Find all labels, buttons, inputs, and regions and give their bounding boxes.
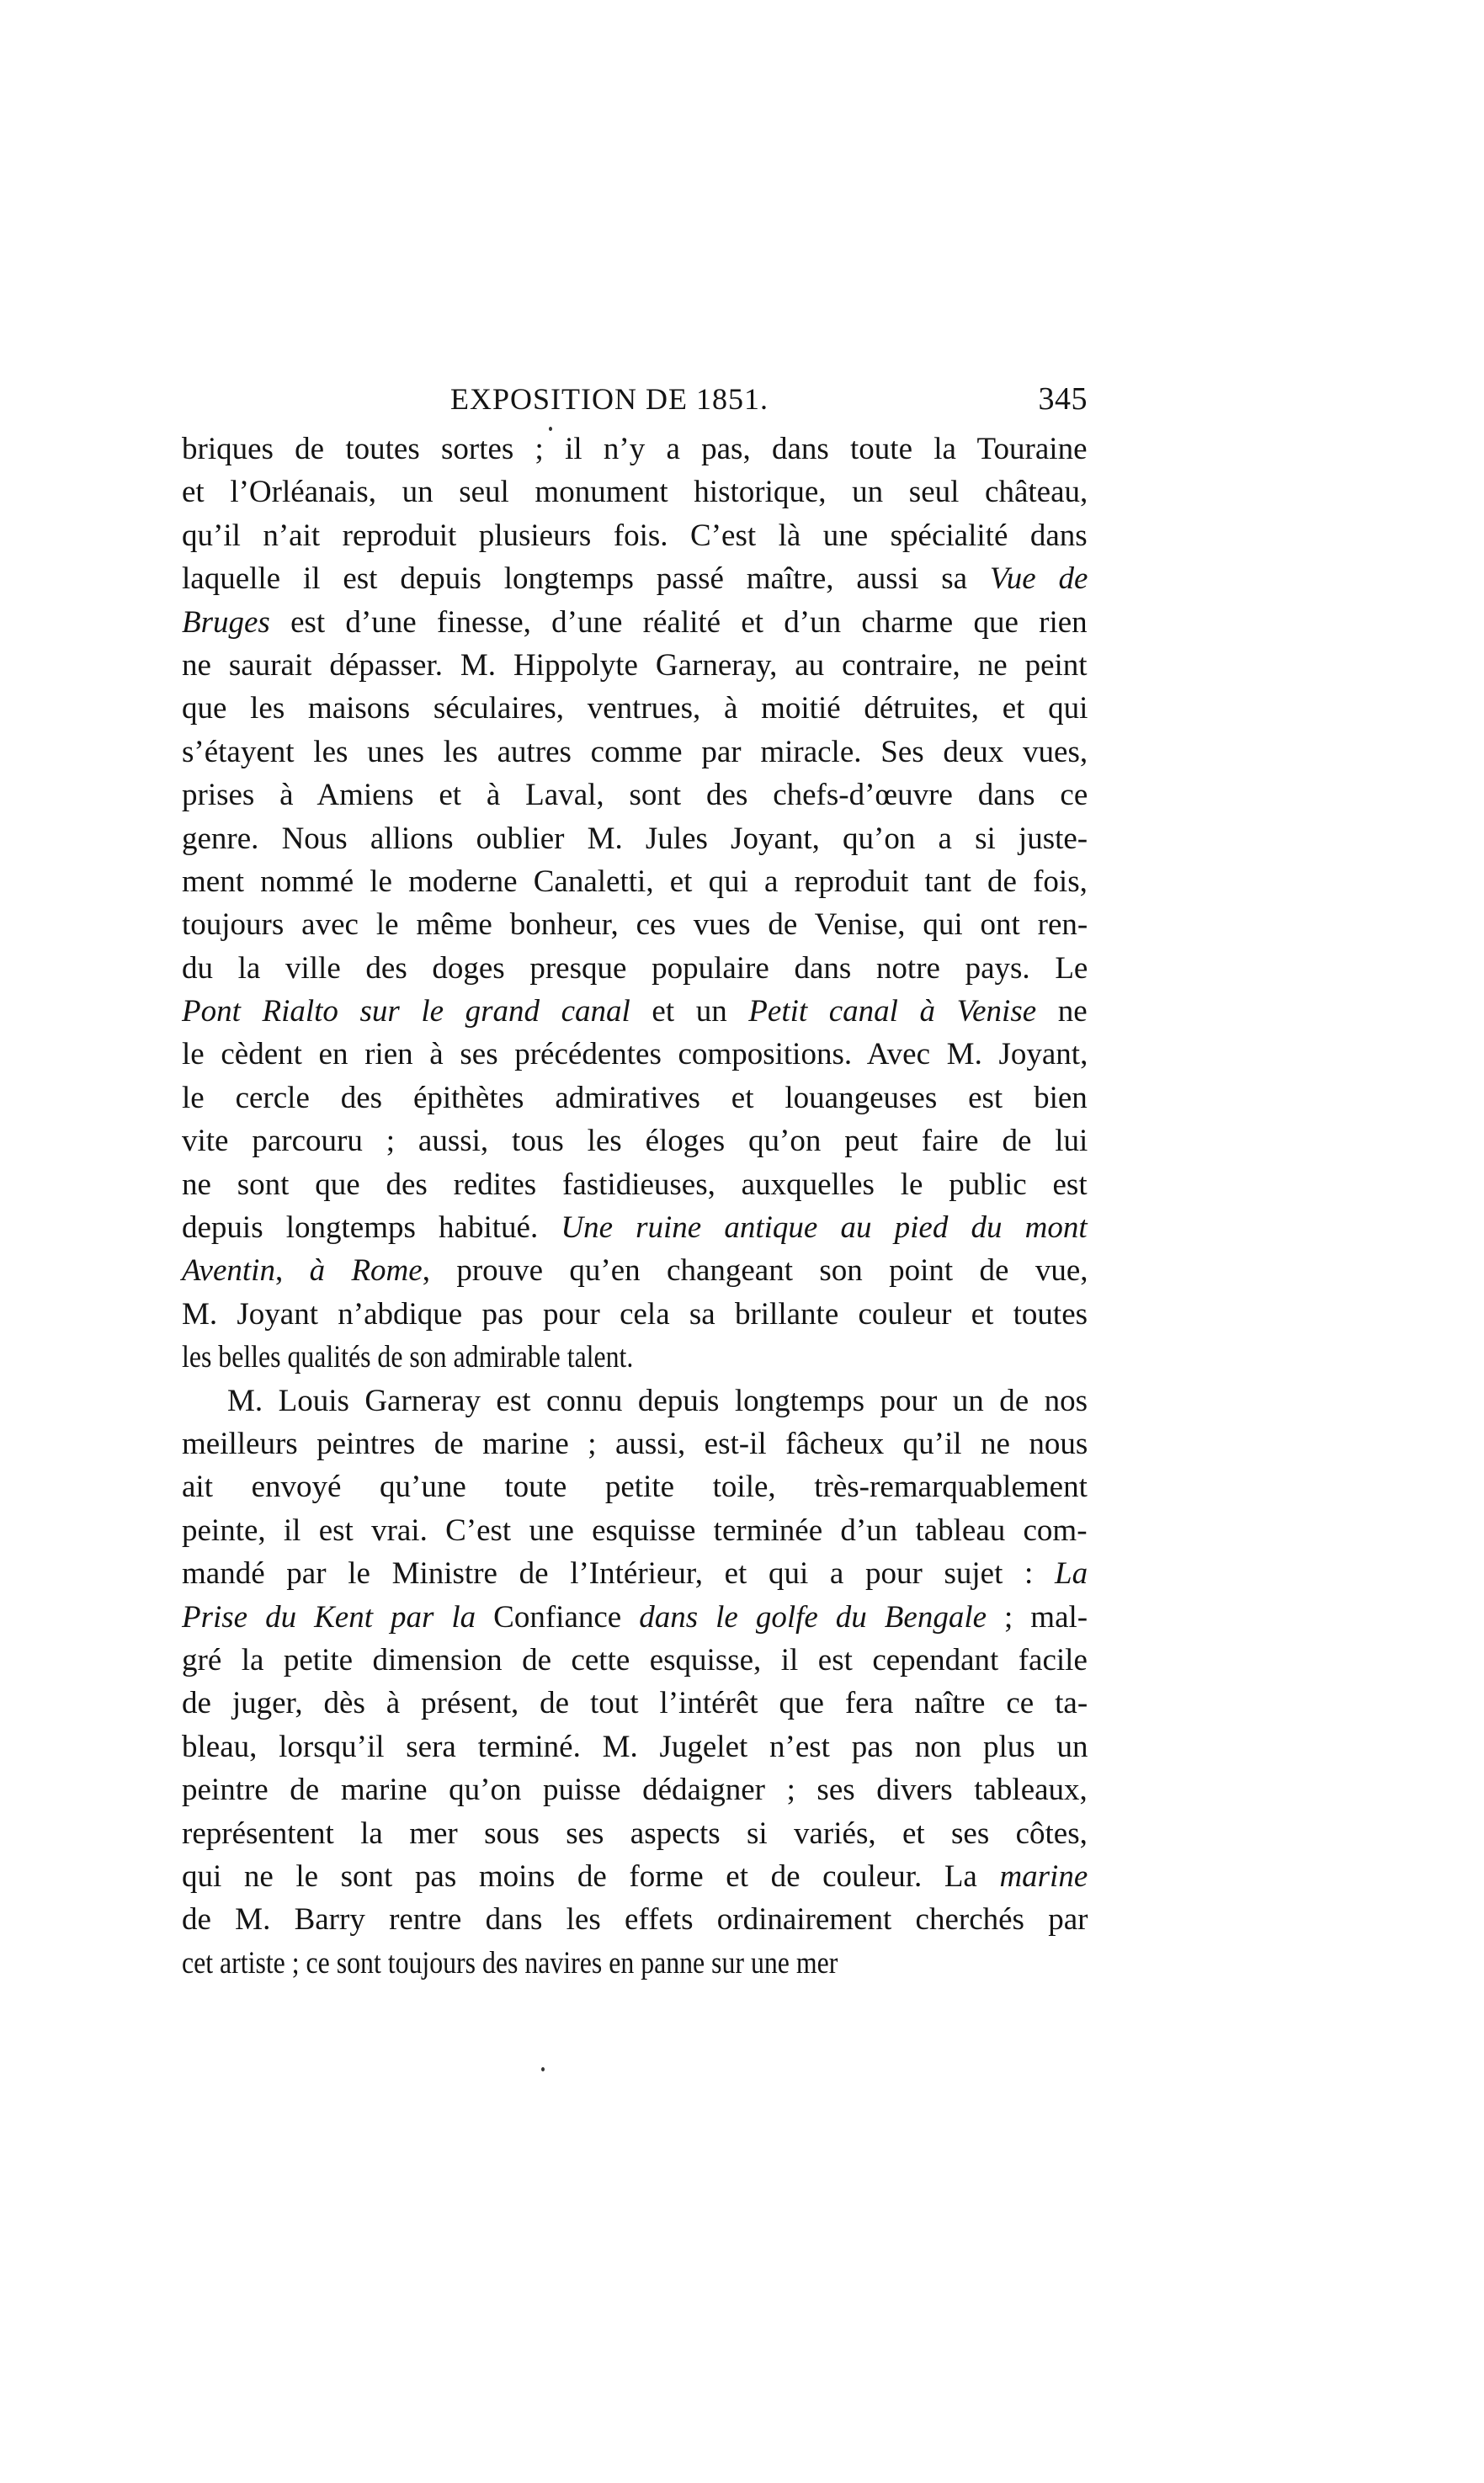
text-line [182,1293,1088,1336]
running-title: EXPOSITION DE 1851. [450,382,769,416]
italic-title: Petit canal à Venise [748,994,1037,1029]
italic-title: La [1055,1556,1088,1592]
text-run: qui ne le sont pas moins de forme et de couleur. La [182,1858,1000,1894]
text-run: ; mal- [987,1599,1088,1635]
ink-speck [549,427,552,431]
text-run: , [274,1253,310,1289]
text-run: de juger, dès à présent, de tout l’intérêt que fera naître ce ta- [182,1686,1088,1721]
text-line [182,1725,1088,1768]
text-line [182,1898,1088,1941]
text-run: ment nommé le moderne Canaletti, et qui a reproduit tant de fois, [182,864,1088,899]
text-run: s’étayent les unes les autres comme par miracle. Ses deux vues, [182,734,1088,769]
text-run: , prouve qu’en changeant son point de vue, [422,1253,1088,1289]
text-run: qu’il n’ait reproduit plusieurs fois. C’est là une spécialité dans [182,518,1088,553]
text-line [182,1855,1088,1898]
text-line [182,471,1088,513]
text-line [182,1119,1088,1162]
text-line [182,1422,1088,1465]
body-text [182,428,1088,1985]
text-line [182,687,1088,730]
text-run: prises à Amiens et à Laval, sont des chefs-d’œuvre dans ce [182,778,1088,813]
text-run: le cèdent en rien à ses précédentes compositions. Avec M. Joyant, [182,1037,1088,1072]
italic-title: dans le golfe du Bengale [639,1599,987,1635]
text-line [182,1768,1088,1811]
text-run: laquelle il est depuis longtemps passé maître, aussi sa [182,561,990,597]
paragraph [182,1380,1088,1985]
text-line [182,1639,1088,1682]
text-line [182,1942,1088,1985]
italic-title: Pont Rialto sur le grand canal [182,994,630,1029]
text-line [182,774,1088,816]
text-line [182,860,1088,903]
text-run: ait envoyé qu’une toute petite toile, très-remarquablement [182,1470,1088,1505]
text-run: briques de toutes sortes ; il n’y a pas, dans toute la Touraine [182,432,1088,466]
text-run: vite parcouru ; aussi, tous les éloges qu’on peut faire de lui [182,1124,1088,1159]
text-line [182,1552,1088,1595]
italic-title: Aventin [182,1253,275,1289]
text-run: ne sont que des redites fastidieuses, auxquelles le public est [182,1167,1088,1202]
text-run: toujours avec le même bonheur, ces vues de Venise, qui ont ren- [182,907,1088,943]
text-run: cet artiste ; ce sont toujours des navires en panne sur une mer [182,1945,838,1981]
italic-title: Bruges [182,604,270,640]
text-line [182,644,1088,687]
text-line [182,817,1088,860]
text-line [182,1509,1088,1552]
text-run: et un [630,994,749,1029]
text-run: ne saurait dépasser. M. Hippolyte Garneray, au contraire, ne peint [182,647,1088,683]
text-run: Confiance [476,1599,640,1635]
text-line [182,1596,1088,1639]
text-run: de M. Barry rentre dans les effets ordinairement cherchés par [182,1902,1088,1938]
text-line [182,1812,1088,1855]
text-line [182,601,1088,644]
running-head [182,380,1088,417]
text-run: ne [1036,994,1088,1029]
text-line [182,1163,1088,1206]
text-line [182,1336,1088,1379]
page-number: 345 [1038,381,1088,417]
italic-title: à Rome [309,1253,423,1289]
text-line [182,1033,1088,1076]
text-run: représentent la mer sous ses aspects si variés, et ses côtes, [182,1816,1088,1851]
text-line [182,1465,1088,1508]
text-run: les belles qualités de son admirable talent. [182,1340,634,1375]
text-line [182,514,1088,557]
text-run: mandé par le Ministre de l’Intérieur, et qui a pour sujet : [182,1556,1055,1592]
text-run: le cercle des épithètes admiratives et louangeuses est bien [182,1080,1088,1115]
text-line [182,428,1088,471]
text-line [182,557,1088,600]
ink-speck [541,2067,545,2071]
italic-title: marine [999,1858,1088,1894]
italic-title: Vue de [989,561,1088,597]
text-line [182,947,1088,990]
text-run: du la ville des doges presque populaire dans notre pays. Le [182,950,1088,986]
text-line [182,990,1088,1033]
text-line [182,903,1088,946]
text-run: M. Louis Garneray est connu depuis longtemps pour un de nos [227,1383,1088,1418]
text-run: et l’Orléanais, un seul monument historique, un seul château, [182,475,1088,510]
text-run: gré la petite dimension de cette esquisse, il est cependant facile [182,1642,1088,1677]
text-run: meilleurs peintres de marine ; aussi, est-il fâcheux qu’il ne nous [182,1426,1088,1461]
italic-title: Une ruine antique au pied du mont [561,1210,1088,1246]
paragraph [182,428,1088,1380]
text-run: M. Joyant n’abdique pas pour cela sa brillante couleur et toutes [182,1296,1088,1332]
text-run: est d’une finesse, d’une réalité et d’un charme que rien [269,604,1088,640]
text-line [182,1380,1133,1422]
text-run: que les maisons séculaires, ventrues, à moitié détruites, et qui [182,691,1088,726]
text-line [182,1682,1088,1725]
text-line [182,1249,1088,1292]
italic-title: Prise du Kent par la [182,1599,476,1635]
text-run: genre. Nous allions oublier M. Jules Joyant, qu’on a si juste- [182,821,1088,856]
text-line [182,731,1088,774]
text-line [182,1206,1088,1249]
text-line [182,1077,1088,1119]
text-run: peintre de marine qu’on puisse dédaigner ; ses divers tableaux, [182,1773,1088,1808]
text-run: peinte, il est vrai. C’est une esquisse terminée d’un tableau com- [182,1513,1088,1548]
text-run: depuis longtemps habitué. [182,1210,561,1246]
text-run: bleau, lorsqu’il sera terminé. M. Jugelet n’est pas non plus un [182,1729,1088,1764]
